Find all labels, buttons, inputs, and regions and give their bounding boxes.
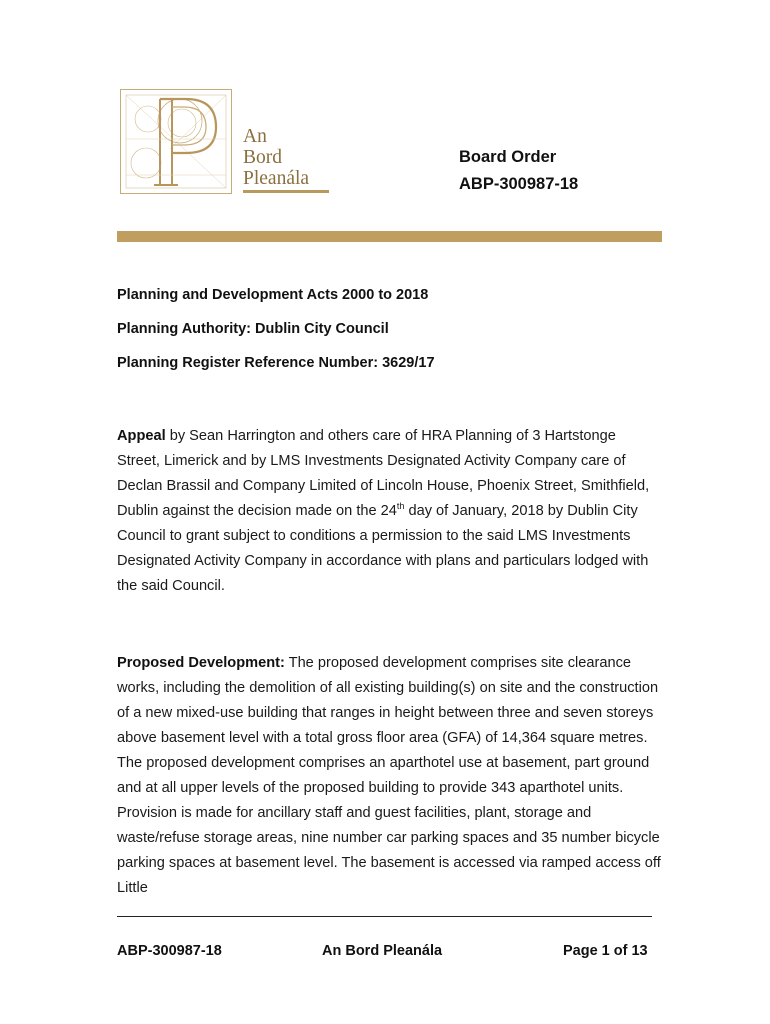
development-paragraph xyxy=(117,651,662,901)
development-text: The proposed development comprises site clearance works, including the demolition of all existing building(s) on site and the construction of a new mixed-use building that ranges in height between three and seven storeys above basement level with a total gross floor area (GFA) of 14,364 square metres. The proposed development comprises an aparthotel use at basement, part ground and at all upper levels of the proposed building to provide 343 aparthotel units. Provision is made for ancillary staff and guest facilities, plant, storage and waste/refuse storage areas, nine number car parking spaces and 35 number bicycle parking spaces at basement level. The basement is accessed via ramped access off Little xyxy=(117,655,661,896)
logo-wordmark xyxy=(243,126,309,189)
appeal-superscript: th xyxy=(396,501,405,512)
logo-line-1: An xyxy=(243,126,267,147)
appeal-text-1: by Sean Harrington and others care of HRA Planning of 3 Hartstonge Street, Limerick and by LMS Investments Designated Activity Company care of Declan Brassil and Company Limited of Lincoln House, Phoenix Street, Smithfield, Dublin against the decision made on the 24 xyxy=(117,428,650,519)
footer-page-number: Page 1 of 13 xyxy=(563,943,648,959)
acts-line: Planning and Development Acts 2000 to 2018 xyxy=(117,287,429,303)
doc-ref: ABP-300987-18 xyxy=(459,175,579,193)
footer-rule xyxy=(117,916,652,917)
header-divider-bar xyxy=(117,231,662,242)
planning-authority-line: Planning Authority: Dublin City Council xyxy=(117,321,389,337)
footer-ref: ABP-300987-18 xyxy=(117,943,222,959)
board-order-heading xyxy=(459,144,578,198)
logo-underline xyxy=(243,190,329,193)
logo-line-3: Pleanála xyxy=(243,168,310,189)
register-reference-line: Planning Register Reference Number: 3629/17 xyxy=(117,355,435,371)
footer-org: An Bord Pleanála xyxy=(322,943,443,959)
appeal-text-2: day of January, 2018 by Dublin City Council to grant subject to conditions a permission to the said LMS Investments Designated Activity Company in accordance with plans and particulars lodged with the said Council. xyxy=(117,503,649,594)
appeal-paragraph xyxy=(117,424,662,599)
logo-emblem xyxy=(120,89,232,194)
logo-line-2: Bord xyxy=(243,147,282,168)
development-heading: Proposed Development: xyxy=(117,655,285,671)
doc-type: Board Order xyxy=(459,148,557,166)
appeal-heading: Appeal xyxy=(117,428,166,444)
